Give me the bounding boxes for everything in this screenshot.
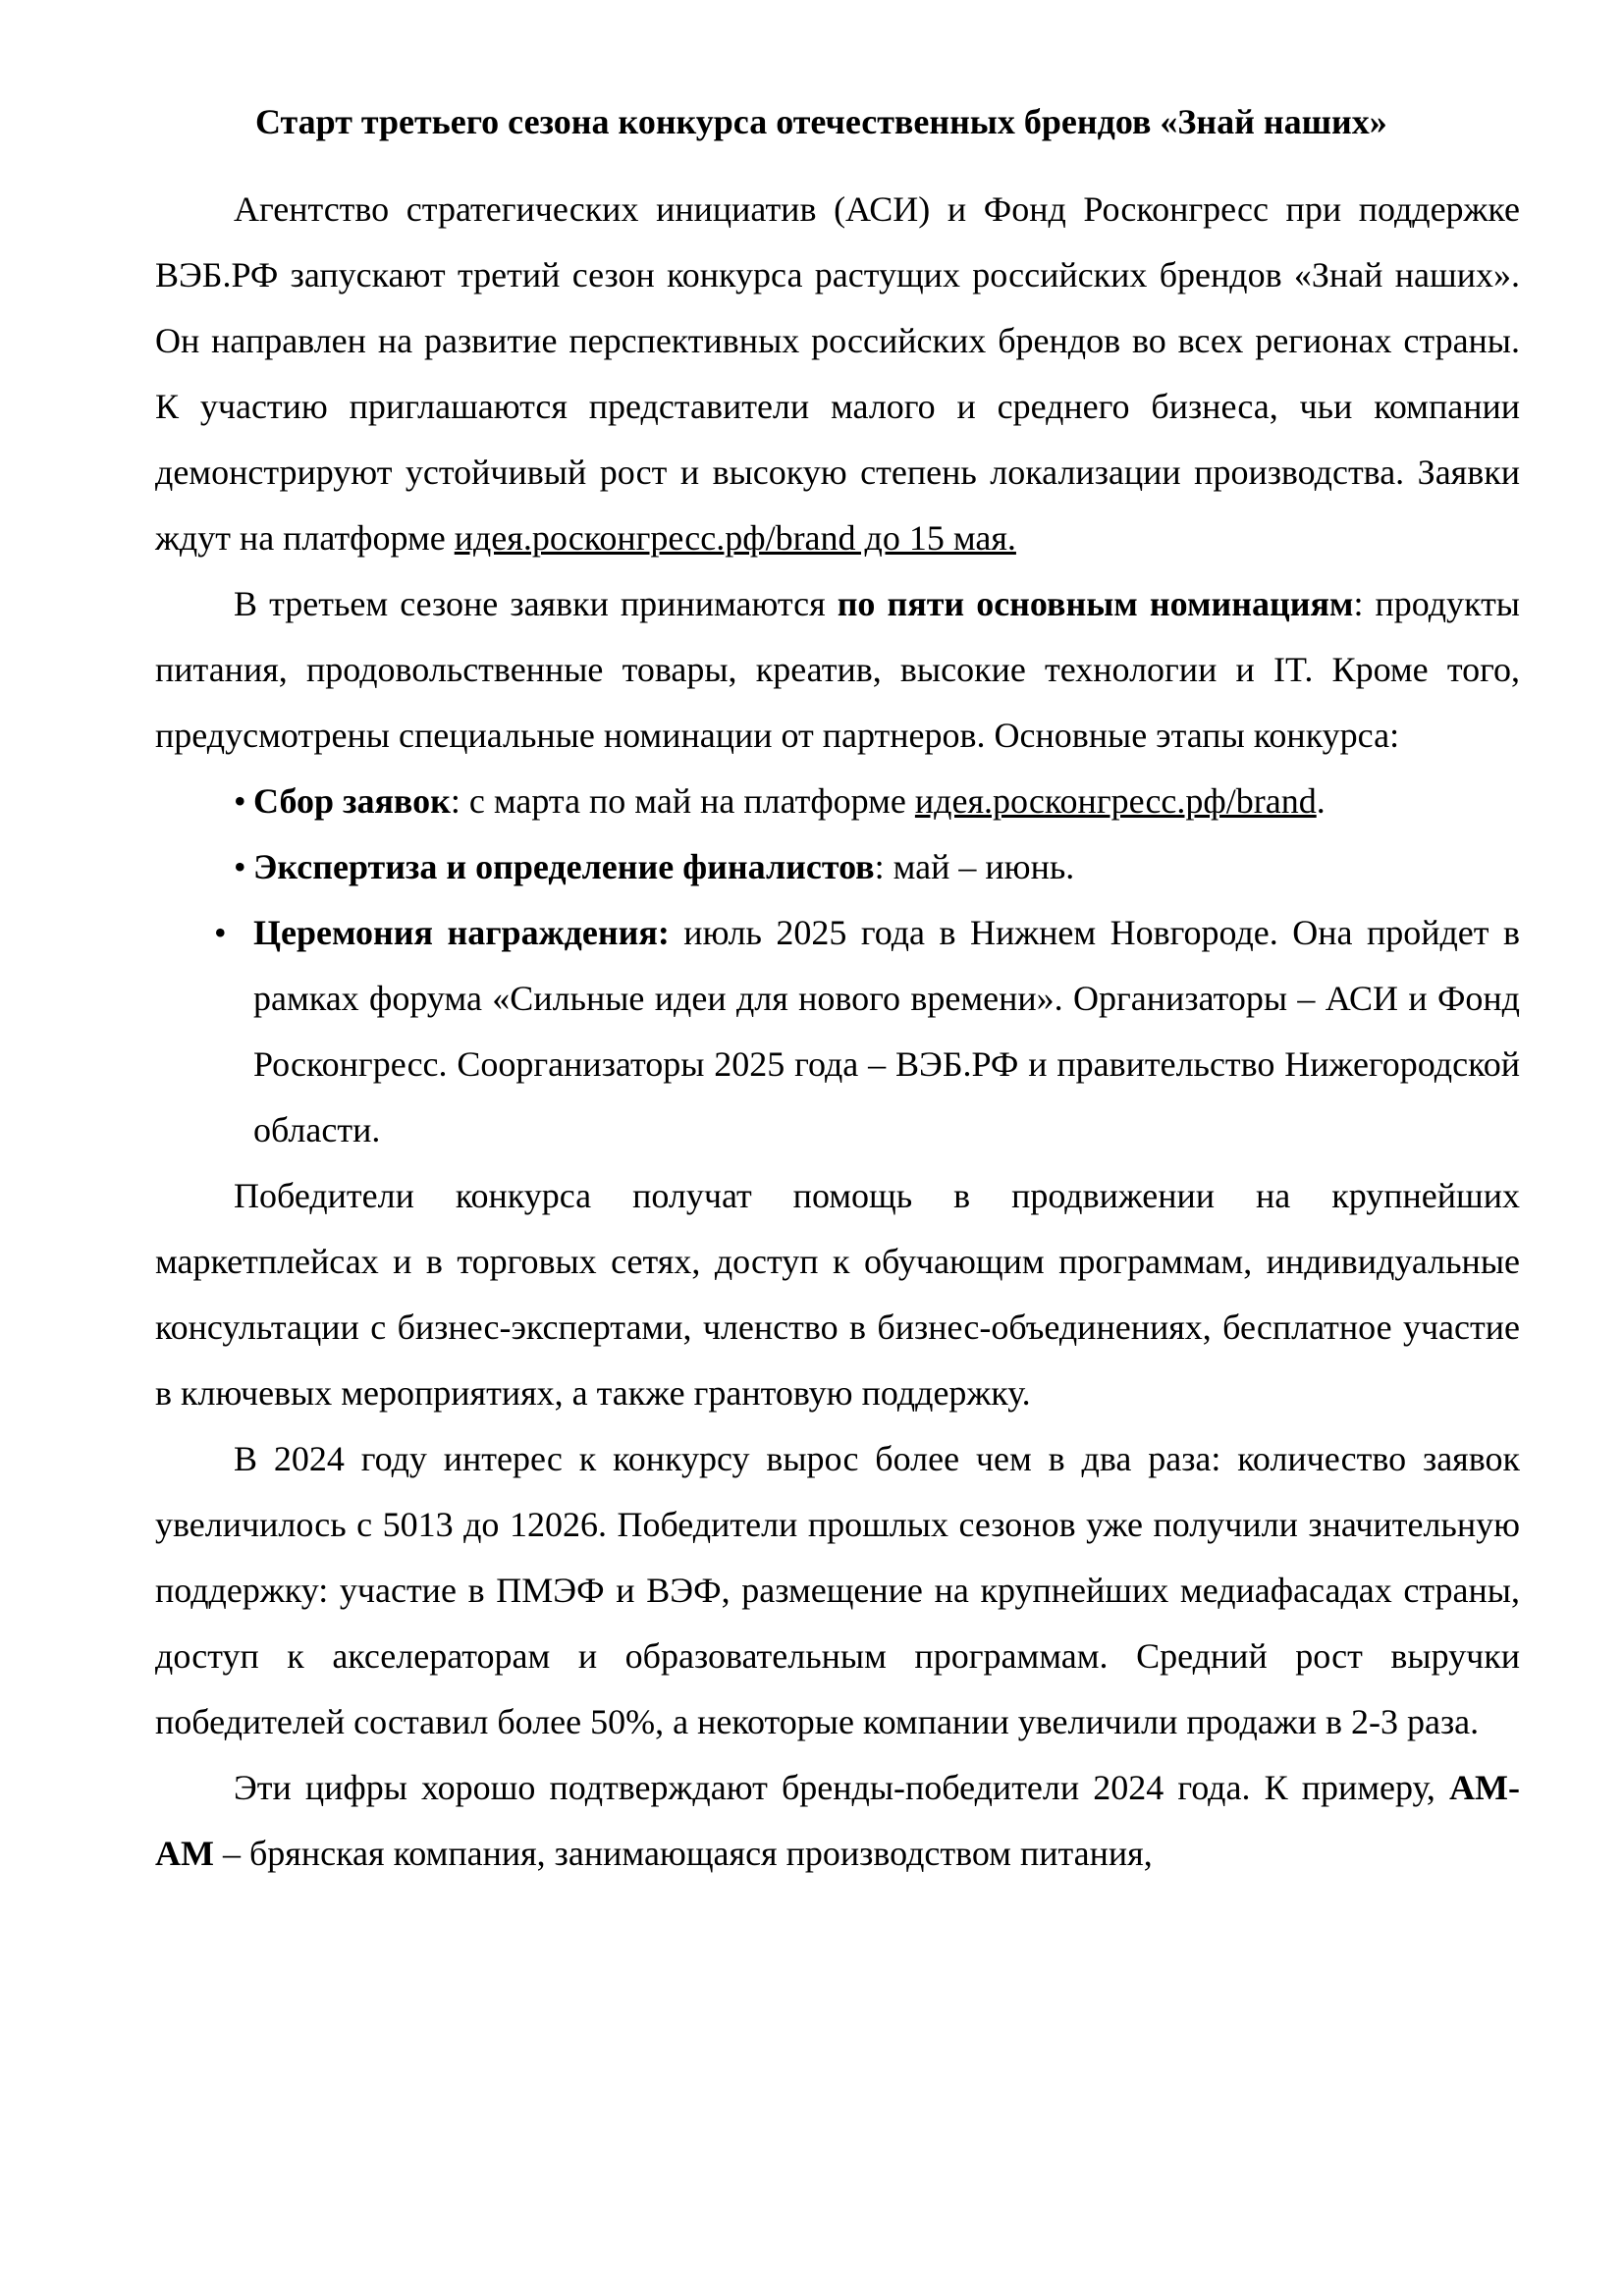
examples-lead: Эти цифры хорошо подтверждают бренды-победители 2024 года. К примеру,	[234, 1768, 1450, 1807]
intro-text: Агентство стратегических инициатив (АСИ) и Фонд Росконгресс при поддержке ВЭБ.РФ запускают третий сезон конкурса растущих российских брендов «Знай наших». Он направлен на развитие перспективных российских брендов во всех регионах страны. К участию приглашаются представители малого и среднего бизнеса, чьи компании демонстрируют устойчивый рост и высокую степень локализации производства. Заявки ждут на платформе	[155, 189, 1520, 558]
stage-text: : с марта по май на платформе	[450, 781, 915, 821]
paragraph-benefits: Победители конкурса получат помощь в продвижении на крупнейших маркетплейсах и в торговых сетях, доступ к обучающим программам, индивидуальные консультации с бизнес-экспертами, членство в бизнес-объединениях, бесплатное участие в ключевых мероприятиях, а также грантовую поддержку.	[155, 1176, 1520, 1413]
paragraph-nominations	[155, 571, 1520, 769]
nominations-rest: : продукты питания, продовольственные товары, креатив, высокие технологии и IT. Кроме того, предусмотрены специальные номинации от партнеров. Основные этапы конкурса:	[155, 584, 1520, 755]
document-body	[155, 177, 1520, 1887]
stage-title: Сбор заявок	[253, 781, 451, 821]
paragraph-examples	[155, 1755, 1520, 1887]
list-item	[234, 769, 1520, 834]
platform-link[interactable]: идея.росконгресс.рф/brand до 15 мая.	[454, 518, 1016, 558]
bullet-marker: •	[234, 781, 246, 821]
nominations-bold: по пяти основным номинациям	[837, 584, 1354, 623]
company-name: AM-AM	[155, 1768, 1520, 1873]
list-item	[234, 834, 1520, 900]
nominations-lead: В третьем сезоне заявки принимаются	[234, 584, 838, 623]
paragraph-intro	[155, 177, 1520, 571]
bullet-marker: •	[214, 913, 227, 952]
platform-link[interactable]: идея.росконгресс.рф/brand	[914, 781, 1317, 821]
stage-title: Экспертиза и определение финалистов	[253, 847, 875, 886]
document-title: Старт третьего сезона конкурса отечественных брендов «Знай наших»	[255, 102, 1387, 141]
stage-text: июль 2025 года в Нижнем Новгороде. Она пройдет в рамках форума «Сильные идеи для нового времени». Организаторы – АСИ и Фонд Росконгресс. Соорганизаторы 2025 года – ВЭБ.РФ и правительство Нижегородской области.	[253, 913, 1521, 1149]
stage-text: : май – июнь.	[874, 847, 1075, 886]
list-item	[214, 900, 1521, 1163]
examples-rest: – брянская компания, занимающаяся производством питания,	[213, 1834, 1153, 1873]
paragraph-statistics: В 2024 году интерес к конкурсу вырос более чем в два раза: количество заявок увеличилось с 5013 до 12026. Победители прошлых сезонов уже получили значительную поддержку: участие в ПМЭФ и ВЭФ, размещение на крупнейших медиафасадах страны, доступ к акселераторам и образовательным программам. Средний рост выручки победителей составил более 50%, а некоторые компании увеличили продажи в 2-3 раза.	[155, 1439, 1520, 1741]
stages-list	[155, 769, 1520, 1163]
stage-tail: .	[1316, 781, 1326, 821]
bullet-marker: •	[234, 847, 246, 886]
stage-title: Церемония награждения:	[253, 913, 670, 952]
